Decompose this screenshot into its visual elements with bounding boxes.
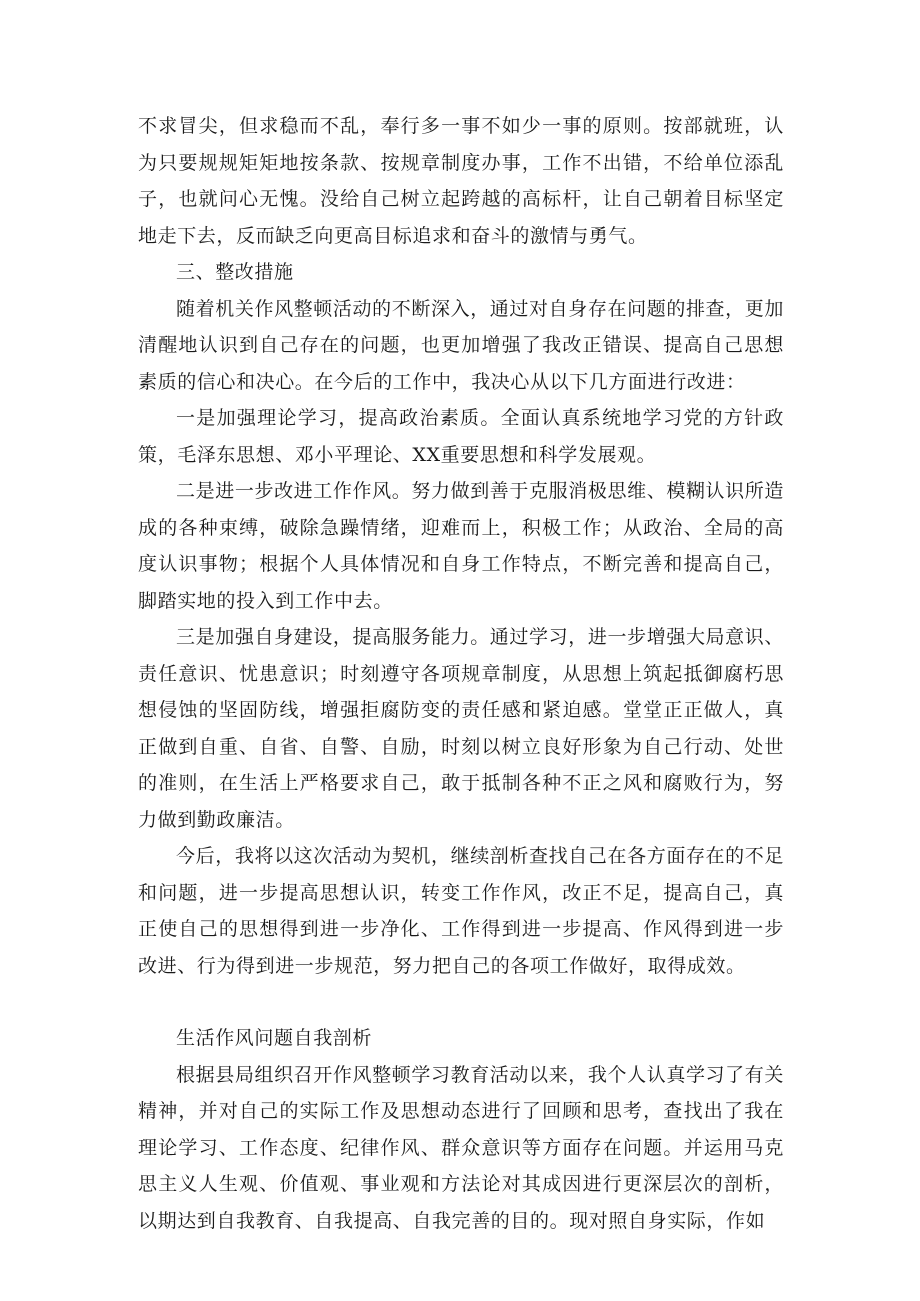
section-title: 生活作风问题自我剖析 <box>176 1027 373 1049</box>
section-paragraph: 根据县局组织召开作风整顿学习教育活动以来，我个人认真学习了有关精神，并对自己的实际工作及思想动态进行了回顾和思考，查找出了我在理论学习、工作态度、纪律作风、群众意识等方面存在问题。并运用马克思主义人生观、价值观、事业观和方法论对其成因进行更深层次的剖析，以期达到自我教育、自我提高、自我完善的目的。现对照自身实际，作如 <box>138 1063 784 1232</box>
paragraph-continuation: 不求冒尖，但求稳而不乱，奉行多一事不如少一事的原则。按部就班，认为只要规规矩矩地按条款、按规章制度办事，工作不出错，不给单位添乱子，也就问心无愧。没给自己树立起跨越的高标杆，让自己朝着目标坚定地走下去，反而缺乏向更高目标追求和奋斗的激情与勇气。 <box>138 115 784 247</box>
paragraph-point-two: 二是进一步改进工作作风。努力做到善于克服消极思维、模糊认识所造成的各种束缚，破除急躁情绪，迎难而上，积极工作；从政治、全局的高度认识事物；根据个人具体情况和自身工作特点，不断完善和提高自己，脚踏实地的投入到工作中去。 <box>138 480 784 612</box>
paragraph-point-three: 三是加强自身建设，提高服务能力。通过学习，进一步增强大局意识、责任意识、忧患意识；时刻遵守各项规章制度，从思想上筑起抵御腐朽思想侵蚀的坚固防线，增强拒腐防变的责任感和紧迫感。堂堂正正做人，真正做到自重、自省、自警、自励，时刻以树立良好形象为自己行动、处世的准则，在生活上严格要求自己，敢于抵制各种不正之风和腐败行为，努力做到勤政廉洁。 <box>138 626 784 831</box>
section-heading-rectification: 三、整改措施 <box>176 261 294 283</box>
paragraph-intro: 随着机关作风整顿活动的不断深入，通过对自身存在问题的排查，更加清醒地认识到自己存在的问题，也更加增强了我改正错误、提高自己思想素质的信心和决心。在今后的工作中，我决心从以下几方面进行改进： <box>138 297 784 393</box>
paragraph-conclusion: 今后，我将以这次活动为契机，继续剖析查找自己在各方面存在的不足和问题，进一步提高思想认识，转变工作作风，改正不足，提高自己，真正使自己的思想得到进一步净化、工作得到进一步提高、作风得到进一步改进、行为得到进一步规范，努力把自己的各项工作做好，取得成效。 <box>138 845 784 977</box>
document-body <box>138 108 784 1239</box>
section-gap <box>138 984 784 1020</box>
paragraph-point-one: 一是加强理论学习，提高政治素质。全面认真系统地学习党的方针政策，毛泽东思想、邓小平理论、XX重要思想和科学发展观。 <box>138 407 784 466</box>
